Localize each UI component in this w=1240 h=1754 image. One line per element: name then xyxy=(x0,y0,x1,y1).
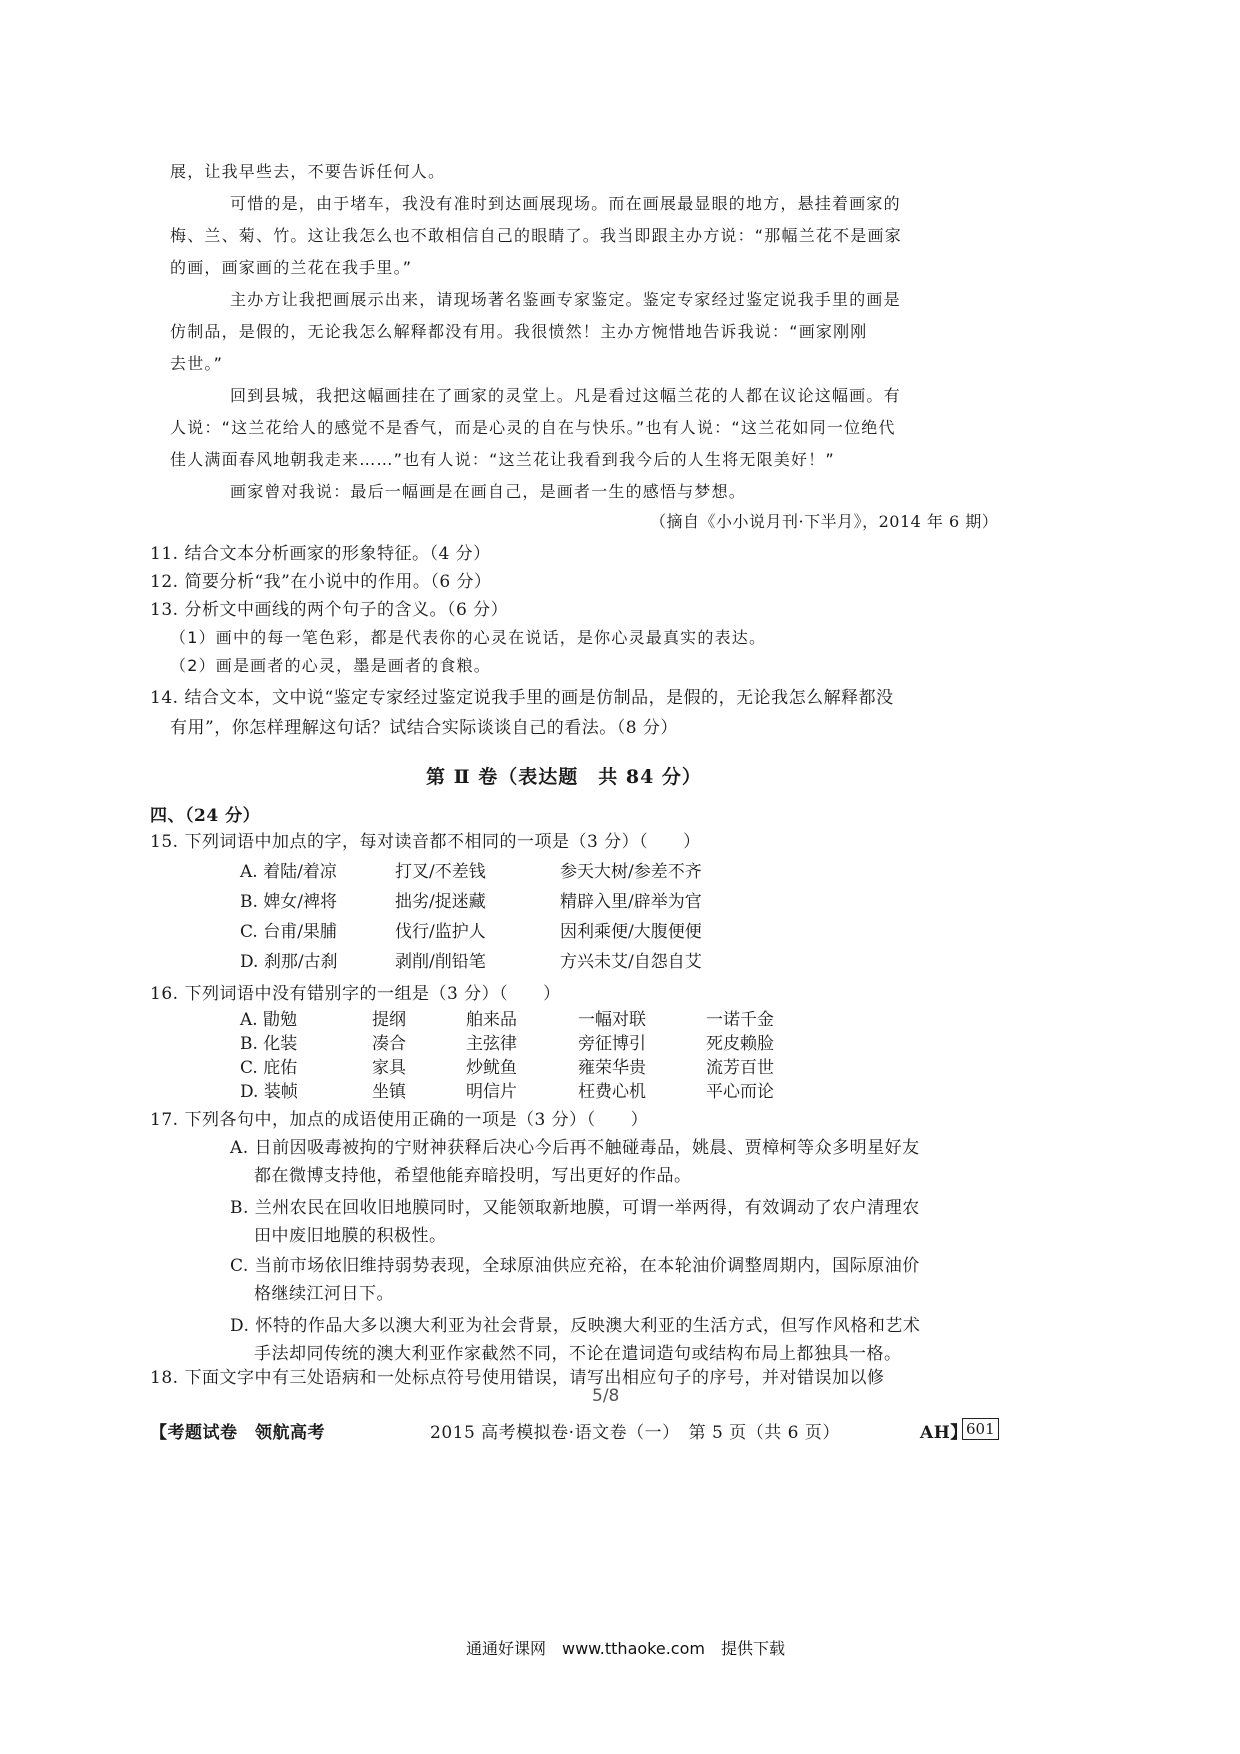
story-line: 仿制品，是假的，无论我怎么解释都没有用。我很愤然！主办方惋惜地告诉我说：“画家刚刚 xyxy=(170,322,868,341)
question-15-option-c xyxy=(150,920,990,944)
question-17-option-c-cont: 格继续江河日下。 xyxy=(254,1284,394,1304)
question-16-option-d xyxy=(150,1080,990,1104)
question-17-option-d-cont: 手法却同传统的澳大利亚作家截然不同，不论在遣词造句或结构布局上都独具一格。 xyxy=(254,1344,902,1364)
question-16-option-b xyxy=(150,1032,990,1056)
question-17-option-d: D. 怀特的作品大多以澳大利亚为社会背景，反映澳大利亚的生活方式，但写作风格和艺术 xyxy=(230,1316,921,1336)
source-site-line: 通通好课网 www.tthaoke.com 提供下载 xyxy=(466,1639,785,1658)
option-cell: A. 勖勉 xyxy=(240,1010,298,1030)
question-17-option-b-cont: 田中废旧地膜的积极性。 xyxy=(254,1226,447,1246)
question-14: 14. 结合文本，文中说“鉴定专家经过鉴定说我手里的画是仿制品，是假的，无论我怎么解释都没 xyxy=(150,688,894,708)
option-cell: 舶来品 xyxy=(466,1010,517,1030)
option-cell: 精辟入里/辟举为官 xyxy=(560,892,702,912)
question-17-option-a: A. 日前因吸毒被拘的宁财神获释后决心今后再不触碰毒品，姚晨、贾樟柯等众多明星好友 xyxy=(230,1138,920,1158)
scanned-page-content xyxy=(150,160,999,1364)
option-cell: D. 装帧 xyxy=(240,1082,298,1102)
question-14-cont: 有用”，你怎样理解这句话？试结合实际谈谈自己的看法。（8 分） xyxy=(170,718,678,738)
option-cell: 明信片 xyxy=(466,1082,517,1102)
question-15-option-b xyxy=(150,890,990,914)
option-cell: 平心而论 xyxy=(706,1082,774,1102)
story-line: 展，让我早些去，不要告诉任何人。 xyxy=(170,162,446,181)
exam-footer-middle xyxy=(430,1418,840,1443)
question-17-option-b: B. 兰州农民在回收旧地膜同时，又能领取新地膜，可谓一举两得，有效调动了农户清理农 xyxy=(230,1198,920,1218)
question-16-option-c xyxy=(150,1056,990,1080)
story-line: 主办方让我把画展示出来，请现场著名鉴画专家鉴定。鉴定专家经过鉴定说我手里的画是 xyxy=(230,290,901,309)
question-18-stem: 18. 下面文字中有三处语病和一处标点符号使用错误，请写出相应句子的序号，并对错误加以修 xyxy=(150,1368,885,1388)
option-cell: B. 婢女/裨将 xyxy=(240,892,338,912)
option-cell: 因利乘便/大腹便便 xyxy=(560,922,702,942)
option-cell: 坐镇 xyxy=(372,1082,406,1102)
exam-footer-left: 【考题试卷 领航高考 xyxy=(150,1423,325,1443)
question-16-stem: 16. 下列词语中没有错别字的一组是（3 分）（ ） xyxy=(150,984,561,1004)
question-13-sentence-1: （1）画中的每一笔色彩，都是代表你的心灵在说话，是你心灵最真实的表达。 xyxy=(170,628,767,647)
question-17-stem: 17. 下列各句中，加点的成语使用正确的一项是（3 分）（ ） xyxy=(150,1110,649,1130)
story-line: 去世。” xyxy=(170,354,224,373)
question-16-option-a xyxy=(150,1008,990,1032)
option-cell: 死皮赖脸 xyxy=(706,1034,774,1054)
option-cell: 一诺千金 xyxy=(706,1010,774,1030)
option-cell: C. 庇佑 xyxy=(240,1058,298,1078)
option-cell: 方兴未艾/自怨自艾 xyxy=(560,952,702,972)
story-line: 的画，画家画的兰花在我手里。” xyxy=(170,258,413,277)
exam-code-box: 601 xyxy=(962,1418,999,1440)
option-cell: 凑合 xyxy=(372,1034,406,1054)
option-cell: B. 化装 xyxy=(240,1034,298,1054)
option-cell: D. 刹那/古刹 xyxy=(240,952,338,972)
page-indicator: 5/8 xyxy=(592,1386,620,1406)
question-17-option-c: C. 当前市场依旧维持弱势表现，全球原油供应充裕，在本轮油价调整周期内，国际原油价 xyxy=(230,1256,920,1276)
option-cell: 旁征博引 xyxy=(578,1034,646,1054)
story-line: 佳人满面春风地朝我走来……”也有人说：“这兰花让我看到我今后的人生将无限美好！” xyxy=(170,450,835,469)
section-title: 第 Ⅱ 卷（表达题 共 84 分） xyxy=(426,766,702,788)
option-cell: 提纲 xyxy=(372,1010,406,1030)
question-15-option-d xyxy=(150,950,990,974)
question-17-option-a-cont: 都在微博支持他，希望他能弃暗投明，写出更好的作品。 xyxy=(254,1166,692,1186)
option-cell: 主弦律 xyxy=(466,1034,517,1054)
option-cell: 拙劣/捉迷藏 xyxy=(395,892,486,912)
option-cell: 家具 xyxy=(372,1058,406,1078)
question-13: 13. 分析文中画线的两个句子的含义。（6 分） xyxy=(150,600,509,620)
story-line: 人说：“这兰花给人的感觉不是香气，而是心灵的自在与快乐。”也有人说：“这兰花如同一位绝代 xyxy=(170,418,896,437)
story-line: 回到县城，我把这幅画挂在了画家的灵堂上。凡是看过这幅兰花的人都在议论这幅画。有 xyxy=(230,386,901,405)
question-15-option-a xyxy=(150,860,990,884)
option-cell: A. 着陆/着凉 xyxy=(240,862,337,882)
option-cell: 枉费心机 xyxy=(578,1082,646,1102)
option-cell: 炒鱿鱼 xyxy=(466,1058,517,1078)
question-12: 12. 简要分析“我”在小说中的作用。（6 分） xyxy=(150,572,492,592)
exam-footer-right: AH】 xyxy=(920,1423,968,1443)
option-cell: 参天大树/参差不齐 xyxy=(560,862,702,882)
option-cell: 雍荣华贵 xyxy=(578,1058,646,1078)
option-cell: C. 台甫/果脯 xyxy=(240,922,337,942)
question-13-sentence-2: （2）画是画者的心灵，墨是画者的食粮。 xyxy=(170,656,491,675)
option-cell: 剥削/削铅笔 xyxy=(395,952,486,972)
option-cell: 伐行/监护人 xyxy=(395,922,486,942)
story-line: 画家曾对我说：最后一幅画是在画自己，是画者一生的感悟与梦想。 xyxy=(230,482,747,501)
part4-header: 四、（24 分） xyxy=(150,806,261,826)
story-citation: （摘自《小小说月刊·下半月》，2014 年 6 期） xyxy=(650,512,999,531)
footer-title: 2015 高考模拟卷·语文卷（一） 第 5 页（共 6 页） xyxy=(430,1423,840,1443)
story-line: 可惜的是，由于堵车，我没有准时到达画展现场。而在画展最显眼的地方，悬挂着画家的 xyxy=(230,194,901,213)
story-line: 梅、兰、菊、竹。这让我怎么也不敢相信自己的眼睛了。我当即跟主办方说：“那幅兰花不是画家 xyxy=(170,226,902,245)
question-11: 11. 结合文本分析画家的形象特征。（4 分） xyxy=(150,544,491,564)
option-cell: 流芳百世 xyxy=(706,1058,774,1078)
question-15-stem: 15. 下列词语中加点的字，每对读音都不相同的一项是（3 分）（ ） xyxy=(150,832,701,852)
option-cell: 打叉/不差钱 xyxy=(395,862,486,882)
option-cell: 一幅对联 xyxy=(578,1010,646,1030)
